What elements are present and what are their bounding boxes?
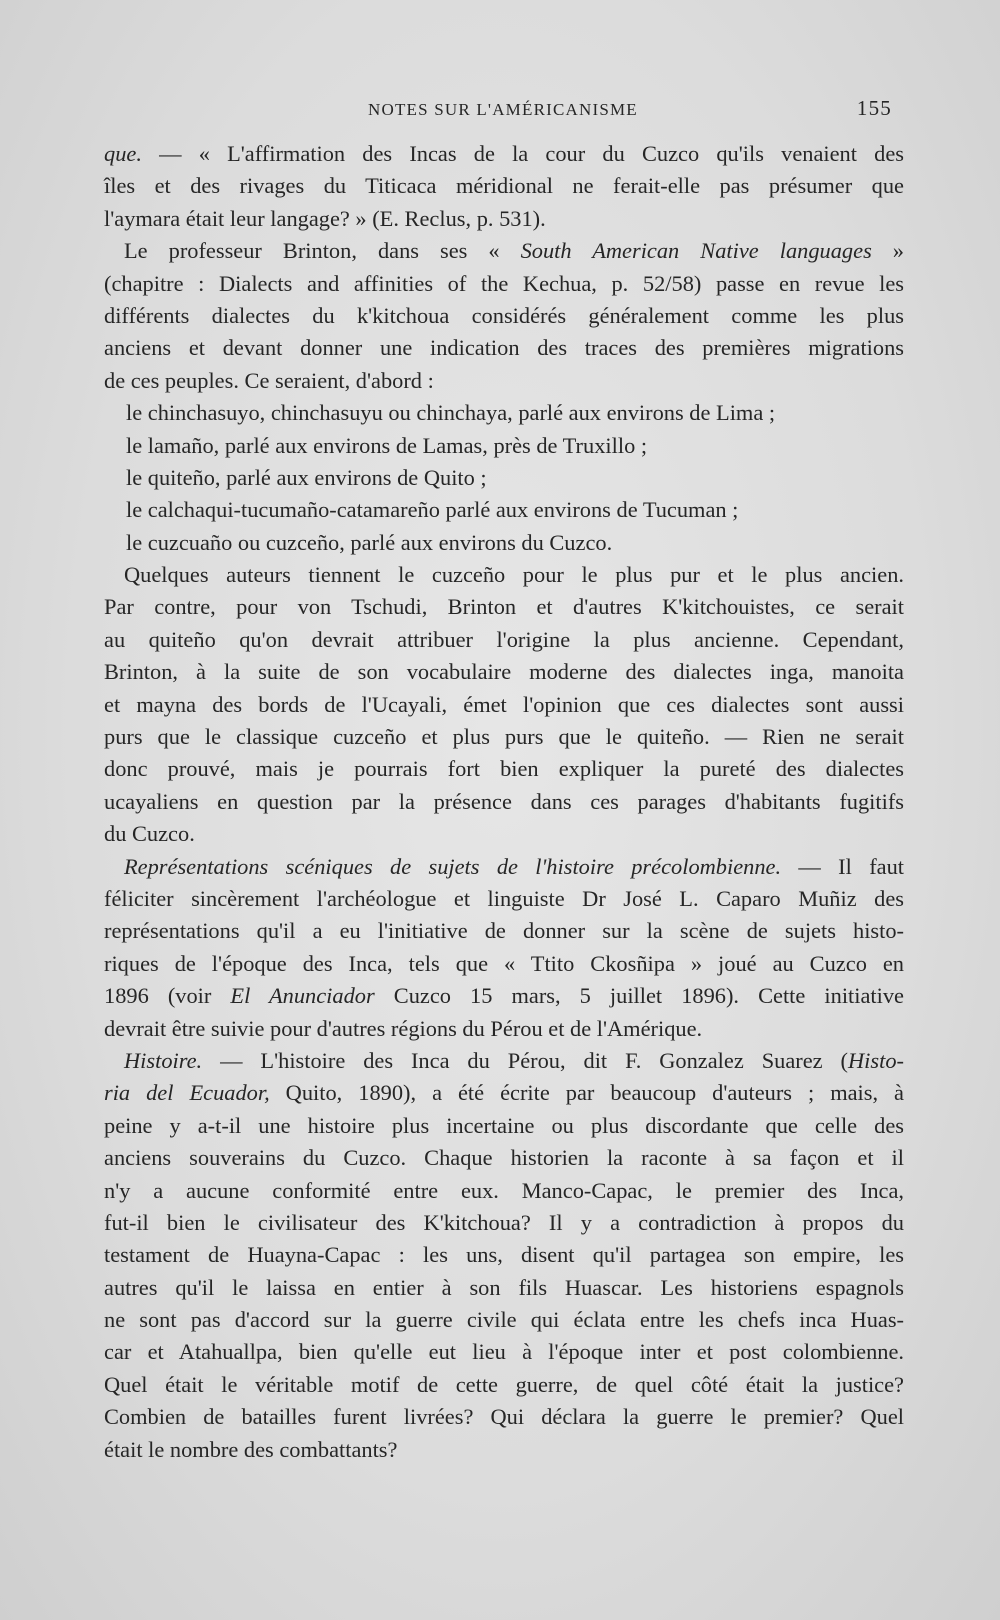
text-italic: que.	[104, 141, 142, 166]
text-line: ne sont pas d'accord sur la guerre civile qui éclata entre les chefs inca Huas-	[104, 1307, 904, 1333]
text-line: donc prouvé, mais je pourrais fort bien expliquer la pureté des dialectes	[104, 756, 904, 782]
text-line: féliciter sincèrement l'archéologue et linguiste Dr José L. Caparo Muñiz des	[104, 885, 904, 911]
text-line: du Cuzco.	[104, 821, 195, 847]
text-line	[104, 138, 904, 170]
list-item: le quiteño, parlé aux environs de Quito ;	[126, 464, 487, 490]
text-line: n'y a aucune conformité entre eux. Manco-Capac, le premier des Inca,	[104, 1177, 904, 1203]
page-number: 155	[856, 96, 892, 120]
text-line: purs que le classique cuzceño et plus purs que le quiteño. — Rien ne serait	[104, 724, 904, 750]
text-line: anciens et devant donner une indication des traces des premières migrations	[104, 335, 904, 361]
text-run: Le professeur Brinton, dans ses «	[124, 238, 521, 264]
list-item: le chinchasuyo, chinchasuyu ou chinchaya, parlé aux environs de Lima ;	[126, 400, 776, 426]
text-line: Quel était le véritable motif de cette guerre, de quel côté était la justice?	[104, 1371, 904, 1397]
text-line: riques de l'époque des Inca, tels que « Ttito Ckosñipa » joué au Cuzco en	[104, 950, 904, 976]
text-line: autres qu'il le laissa en entier à son fils Huascar. Les historiens espagnols	[104, 1274, 904, 1300]
list-item: le cuzcuaño ou cuzceño, parlé aux environs du Cuzco.	[126, 529, 613, 555]
text-line	[104, 235, 904, 267]
text-line	[104, 1077, 904, 1109]
section-heading-line	[104, 1045, 904, 1077]
section-heading: Histoire.	[124, 1047, 203, 1073]
text-line: Brinton, à la suite de son vocabulaire moderne des dialectes inga, manoita	[104, 659, 904, 685]
text-line: était le nombre des combattants?	[104, 1436, 398, 1462]
text-italic: South American Native languages	[520, 238, 872, 264]
text-line: îles et des rivages du Titicaca méridional ne ferait-elle pas présumer que	[104, 173, 904, 199]
running-head-title: NOTES SUR L'AMÉRICANISME	[368, 100, 638, 119]
section-heading-line	[104, 851, 904, 883]
section-heading: Représentations scéniques de sujets de l'histoire précolombienne.	[124, 853, 782, 879]
text-line: devrait être suivie pour d'autres régions du Pérou et de l'Amérique.	[104, 1015, 703, 1041]
body-text	[104, 138, 904, 1466]
text-line: car et Atahuallpa, bien qu'elle eut lieu à l'époque inter et post colombienne.	[104, 1339, 904, 1365]
list-item: le lamaño, parlé aux environs de Lamas, près de Truxillo ;	[126, 432, 648, 458]
text-line: de ces peuples. Ce seraient, d'abord :	[104, 367, 434, 393]
text-run: »	[871, 238, 904, 264]
text-run: Cuzco 15 mars, 5 juillet 1896). Cette initiative	[374, 983, 904, 1009]
text-run: 1896 (voir	[104, 983, 231, 1009]
text-run: — « L'affirmation des Incas de la cour du Cuzco qu'ils venaient des	[141, 141, 904, 166]
text-run: — Il faut	[781, 853, 904, 879]
text-line: testament de Huayna-Capac : les uns, disent qu'il partagea son empire, les	[104, 1242, 904, 1268]
text-line: peine y a-t-il une histoire plus incertaine ou plus discordante que celle des	[104, 1112, 904, 1138]
text-run: Quito, 1890), a été écrite par beaucoup d'auteurs ; mais, à	[269, 1080, 904, 1106]
text-italic: Histo-	[848, 1047, 904, 1073]
text-line	[104, 980, 904, 1012]
text-line: Combien de batailles furent livrées? Qui déclara la guerre le premier? Quel	[104, 1404, 904, 1430]
list-item: le calchaqui-tucumaño-catamareño parlé aux environs de Tucuman ;	[126, 497, 739, 523]
text-line: (chapitre : Dialects and affinities of the Kechua, p. 52/58) passe en revue les	[104, 270, 904, 296]
text-line: au quiteño qu'on devrait attribuer l'origine la plus ancienne. Cependant,	[104, 626, 904, 652]
text-line: différents dialectes du k'kitchoua considérés généralement comme les plus	[104, 302, 904, 328]
text-line: fut-il bien le civilisateur des K'kitchoua? Il y a contradiction à propos du	[104, 1209, 904, 1235]
text-line: l'aymara était leur langage? » (E. Reclus, p. 531).	[104, 205, 546, 231]
text-line: Par contre, pour von Tschudi, Brinton et d'autres K'kitchouistes, ce serait	[104, 594, 904, 620]
text-line: représentations qu'il a eu l'initiative de donner sur la scène de sujets histo-	[104, 918, 904, 944]
text-line: et mayna des bords de l'Ucayali, émet l'opinion que ces dialectes sont aussi	[104, 691, 904, 717]
text-run: — L'histoire des Inca du Pérou, dit F. Gonzalez Suarez (	[202, 1047, 849, 1073]
text-italic: El Anunciador	[230, 983, 375, 1009]
text-italic: ria del Ecuador,	[104, 1080, 270, 1106]
text-line: Quelques auteurs tiennent le cuzceño pour le plus pur et le plus ancien.	[124, 562, 904, 588]
text-line: anciens souverains du Cuzco. Chaque historien la raconte à sa façon et il	[104, 1145, 904, 1171]
text-line: ucayaliens en question par la présence dans ces parages d'habitants fugitifs	[104, 788, 904, 814]
